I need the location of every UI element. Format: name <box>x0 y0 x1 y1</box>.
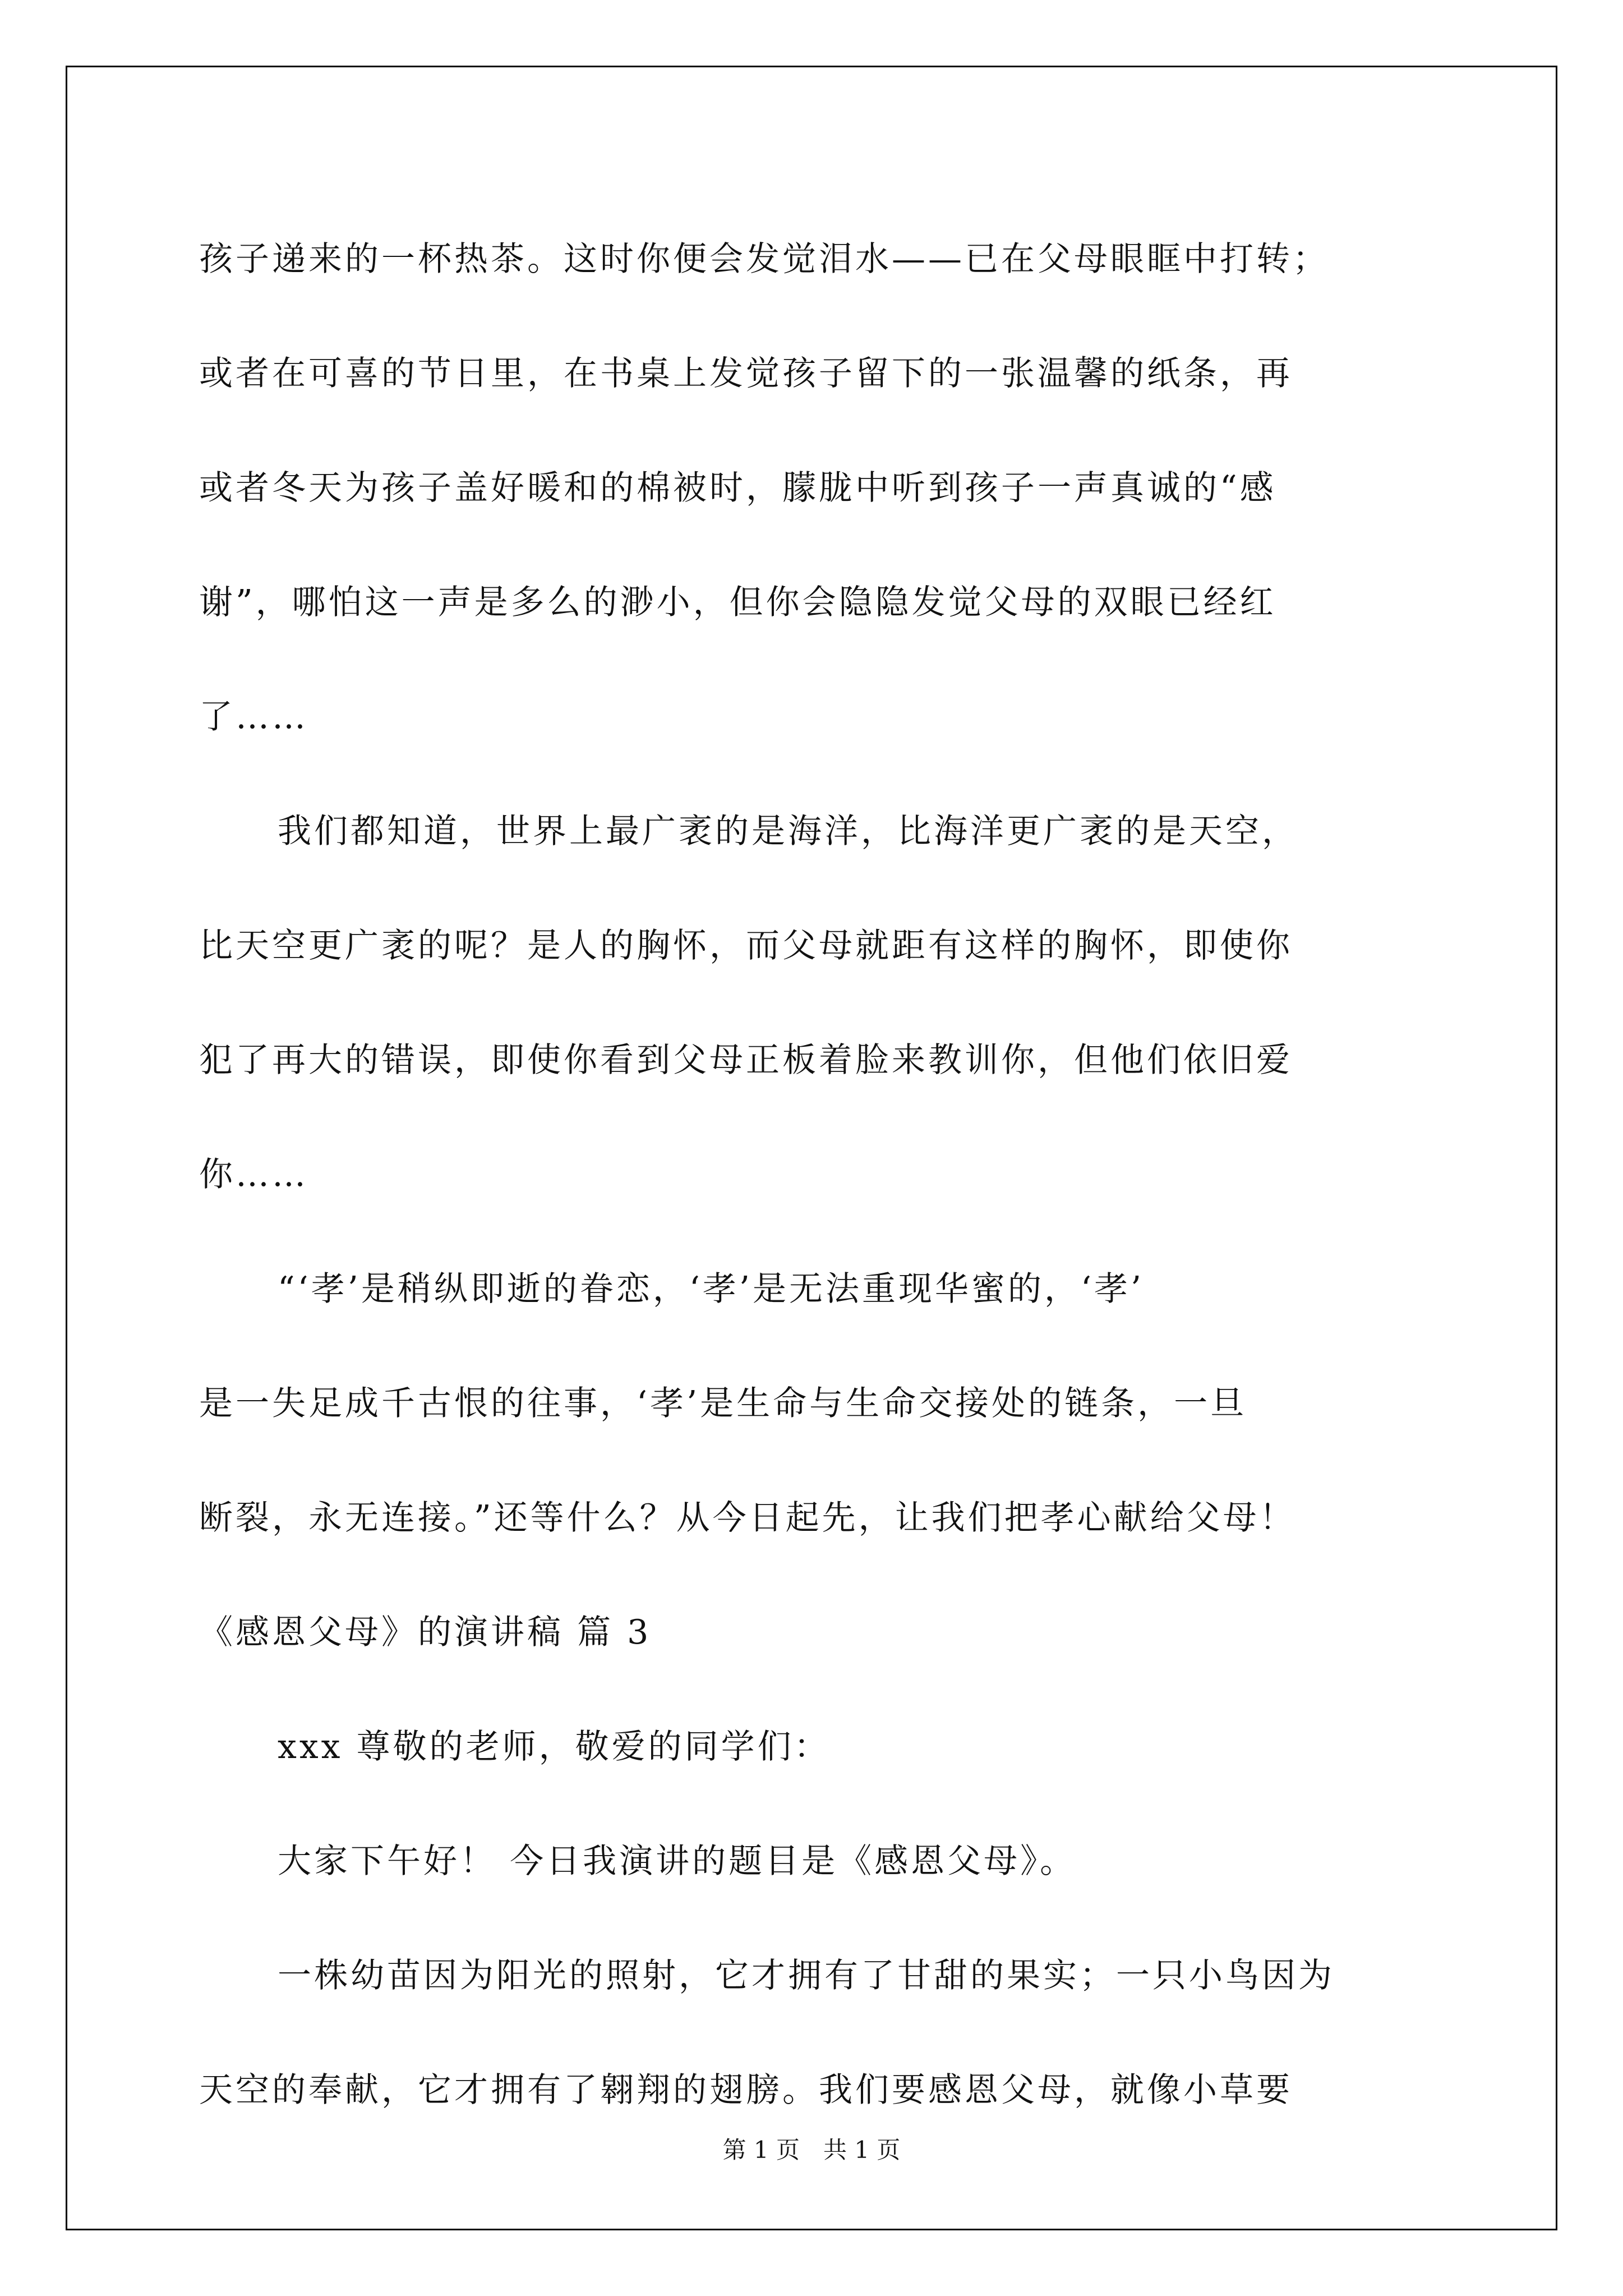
text-line: 你…… <box>199 1155 308 1194</box>
text-line: 或者在可喜的节日里，在书桌上发觉孩子留下的一张温馨的纸条，再 <box>199 354 1293 393</box>
text-line: 了…… <box>199 697 308 737</box>
text-line: 我们都知道，世界上最广袤的是海洋，比海洋更广袤的是天空， <box>278 812 1298 851</box>
text-line: 犯了再大的错误，即使你看到父母正板着脸来教训你，但他们依旧爱 <box>199 1041 1293 1080</box>
text-line: 大家下午好！ 今日我演讲的题目是《感恩父母》。 <box>278 1842 1077 1881</box>
text-line: 是一失足成千古恨的往事，‘孝’是生命与生命交接处的链条，一旦 <box>199 1384 1247 1423</box>
text-line: 天空的奉献，它才拥有了翱翔的翅膀。我们要感恩父母，就像小草要 <box>199 2070 1293 2110</box>
text-line: 谢”，哪怕这一声是多么的渺小，但你会隐隐发觉父母的双眼已经红 <box>199 583 1276 622</box>
text-line: 或者冬天为孩子盖好暖和的棉被时，朦胧中听到孩子一声真诚的“感 <box>199 468 1276 508</box>
text-line: 比天空更广袤的呢？是人的胸怀，而父母就距有这样的胸怀，即使你 <box>199 926 1293 965</box>
document-body <box>199 202 1455 2147</box>
text-line: xxx 尊敬的老师，敬爱的同学们： <box>278 1727 831 1766</box>
text-line: 一株幼苗因为阳光的照射，它才拥有了甘甜的果实；一只小鸟因为 <box>278 1956 1335 1995</box>
text-line: 孩子递来的一杯热茶。这时你便会发觉泪水——已在父母眼眶中打转； <box>199 240 1329 279</box>
text-line: “‘孝’是稍纵即逝的眷恋，‘孝’是无法重现华蜜的，‘孝’ <box>278 1269 1145 1309</box>
text-line: 断裂，永无连接。”还等什么？从今日起先，让我们把孝心献给父母！ <box>199 1498 1296 1538</box>
section-heading: 《感恩父母》的演讲稿 篇 3 <box>199 1613 652 1652</box>
page-footer: 第 1 页 共 1 页 <box>722 2136 901 2164</box>
